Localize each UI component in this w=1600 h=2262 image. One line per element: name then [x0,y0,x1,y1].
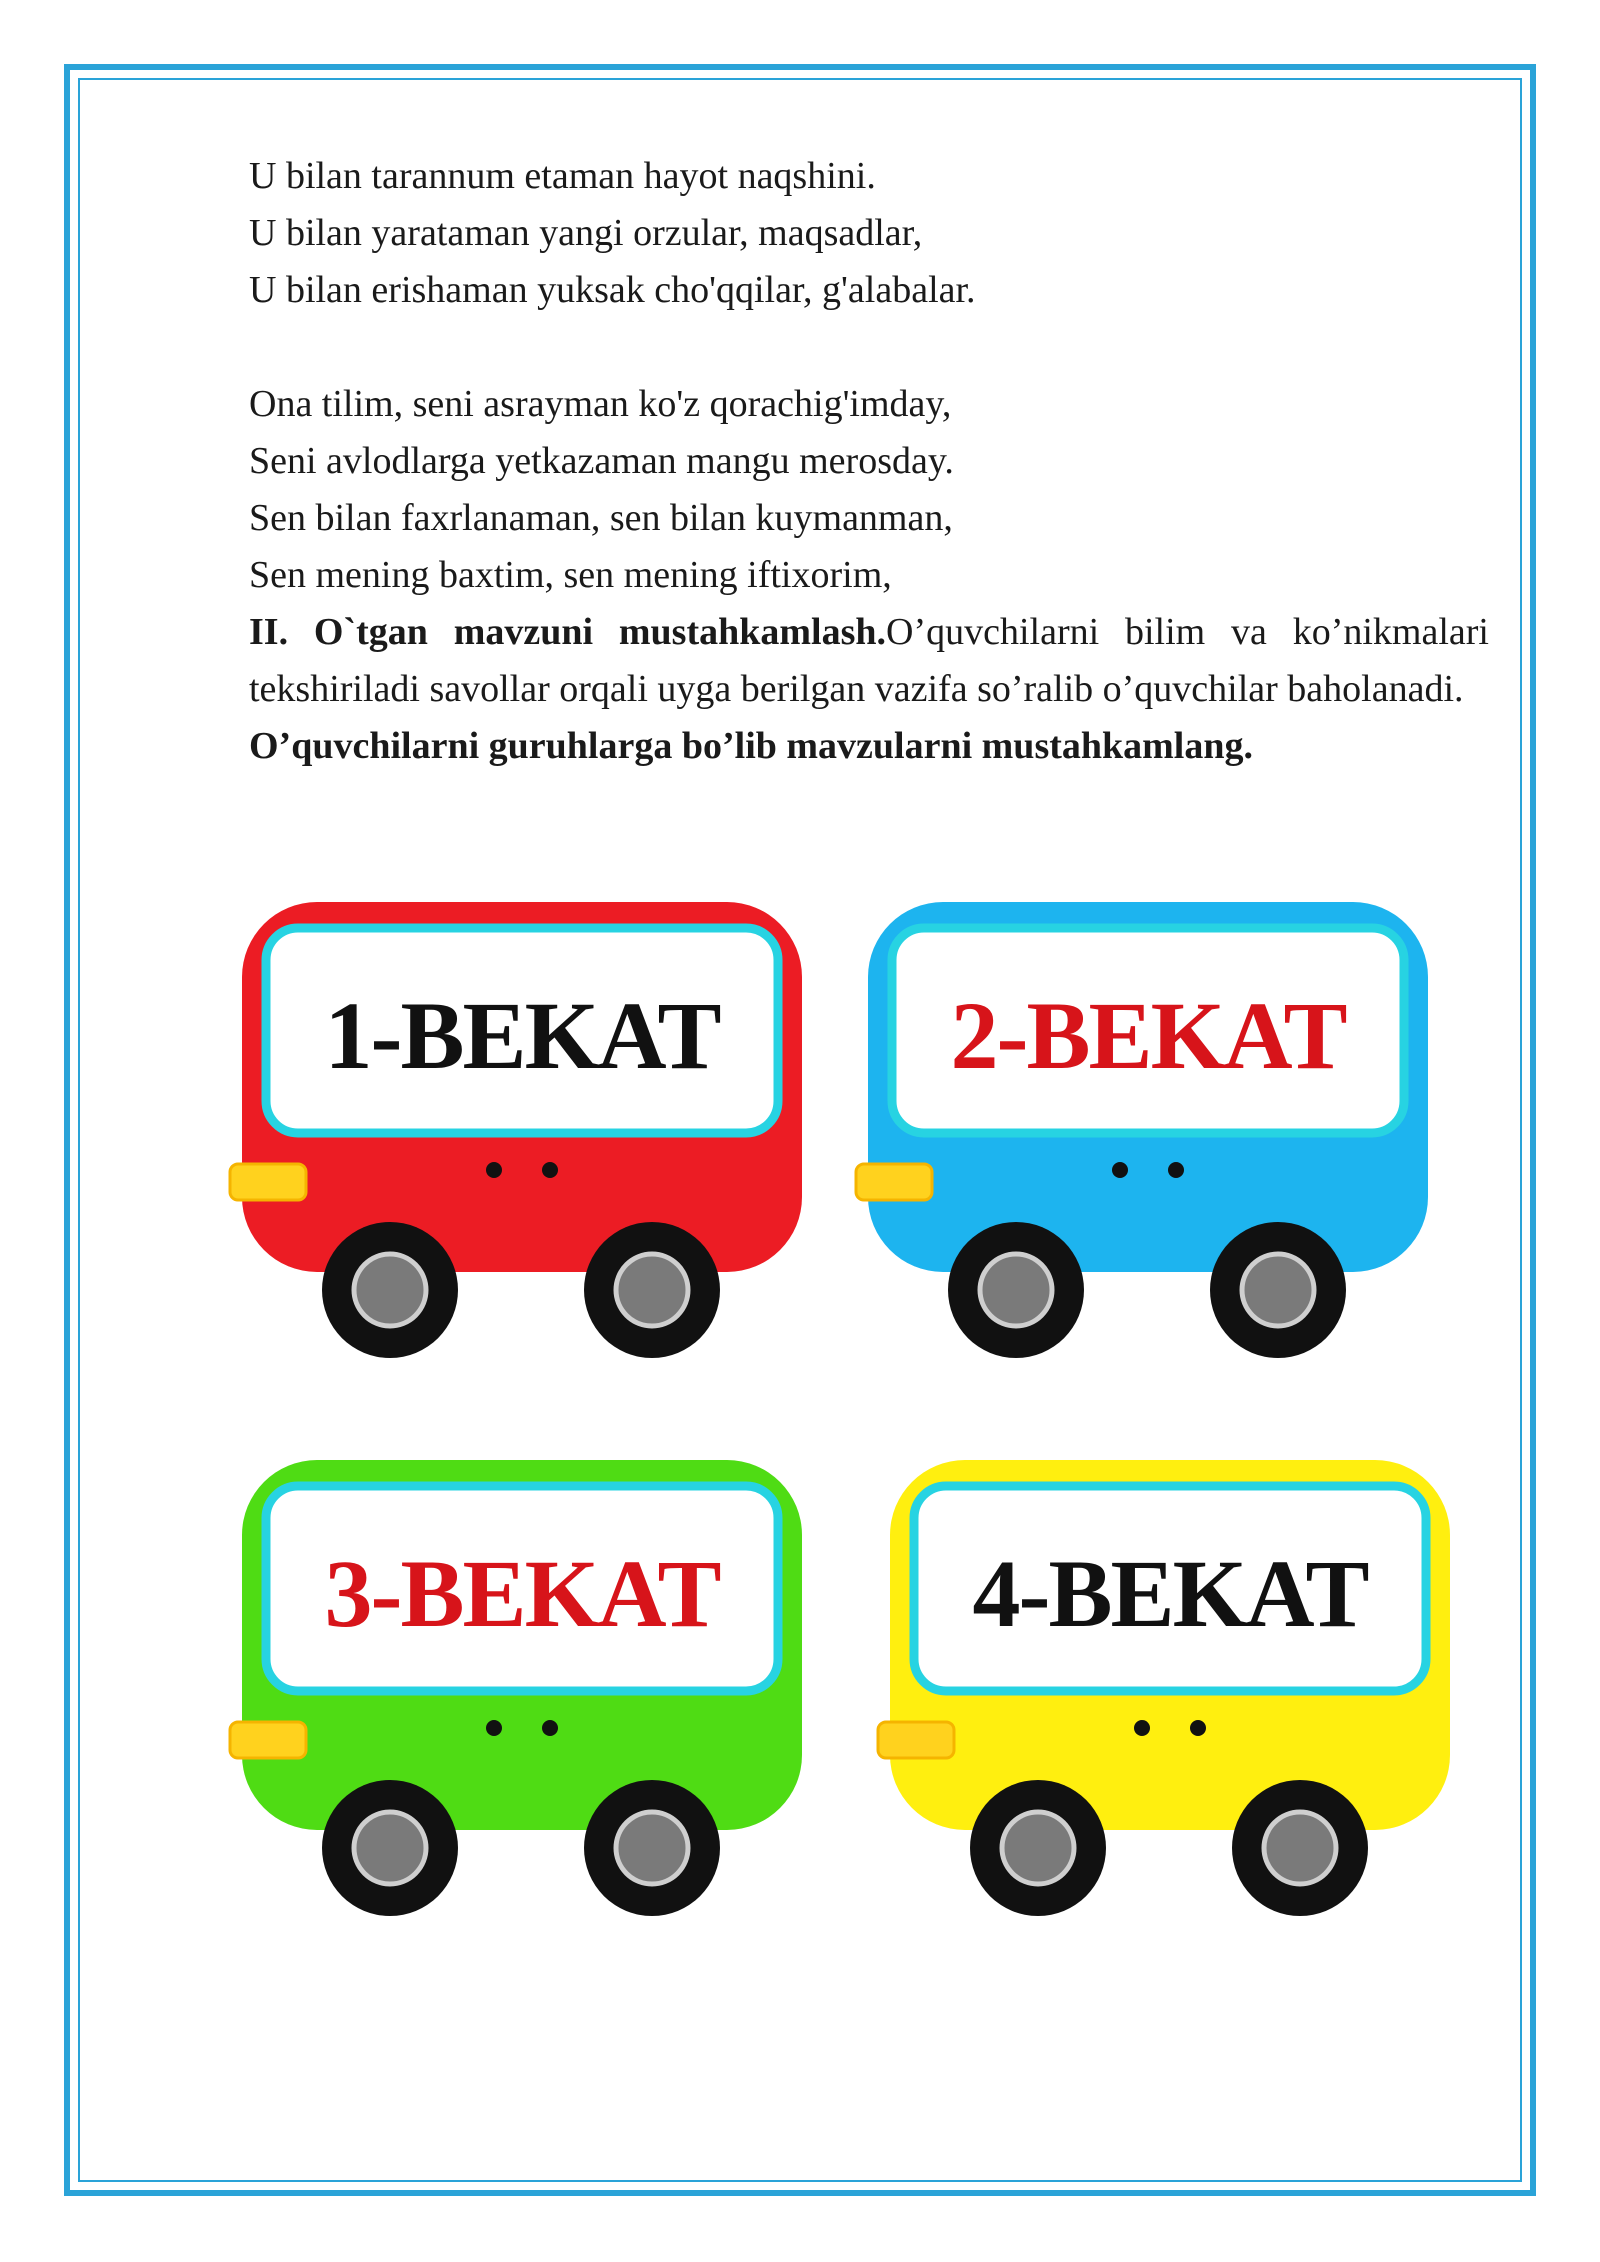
dot [486,1162,502,1178]
headlight [230,1722,306,1758]
bus-illustration [232,1450,832,1930]
bus-1 [232,892,832,1372]
bus-illustration [858,892,1458,1372]
wheel-hub [616,1812,688,1884]
dot [1112,1162,1128,1178]
group-instruction: O’quvchilarni guruhlarga bo’lib mavzularni mustahkamlang. [249,725,1253,767]
bus-label: 1-BEKAT [324,982,720,1089]
dot [486,1720,502,1736]
dot [1168,1162,1184,1178]
dot [542,1720,558,1736]
wheel-hub [980,1254,1052,1326]
bus-label: 2-BEKAT [950,982,1346,1089]
bus-4 [880,1450,1480,1930]
bus-label: 3-BEKAT [324,1540,720,1647]
section-paragraph [249,604,1489,718]
bus-2 [858,892,1458,1372]
document-text [249,148,1489,775]
poem-line: Ona tilim, seni asrayman ko'z qorachig'imday, [249,383,952,425]
poem-line: Seni avlodlarga yetkazaman mangu merosday. [249,440,954,482]
dot [542,1162,558,1178]
bus-label: 4-BEKAT [972,1540,1368,1647]
poem-line: U bilan erishaman yuksak cho'qqilar, g'alabalar. [249,269,976,311]
dot [1190,1720,1206,1736]
headlight [878,1722,954,1758]
dot [1134,1720,1150,1736]
poem-line: Sen mening baxtim, sen mening iftixorim, [249,554,892,596]
headlight [856,1164,932,1200]
section-body: O’quvchilarni bilim va ko’nikmalari tekshiriladi savollar orqali uyga berilgan vazifa so’ralib o’quvchilar baholanadi. [249,611,1489,710]
poem-line: Sen bilan faxrlanaman, sen bilan kuymanman, [249,497,953,539]
section-heading: II. O`tgan mavzuni mustahkamlash. [249,611,887,653]
bus-illustration [880,1450,1480,1930]
wheel-hub [354,1254,426,1326]
wheel-hub [1242,1254,1314,1326]
bus-illustration [232,892,832,1372]
poem-line: U bilan yarataman yangi orzular, maqsadlar, [249,212,923,254]
wheel-hub [354,1812,426,1884]
headlight [230,1164,306,1200]
wheel-hub [616,1254,688,1326]
poem-line: U bilan tarannum etaman hayot naqshini. [249,155,876,197]
bus-3 [232,1450,832,1930]
wheel-hub [1264,1812,1336,1884]
wheel-hub [1002,1812,1074,1884]
